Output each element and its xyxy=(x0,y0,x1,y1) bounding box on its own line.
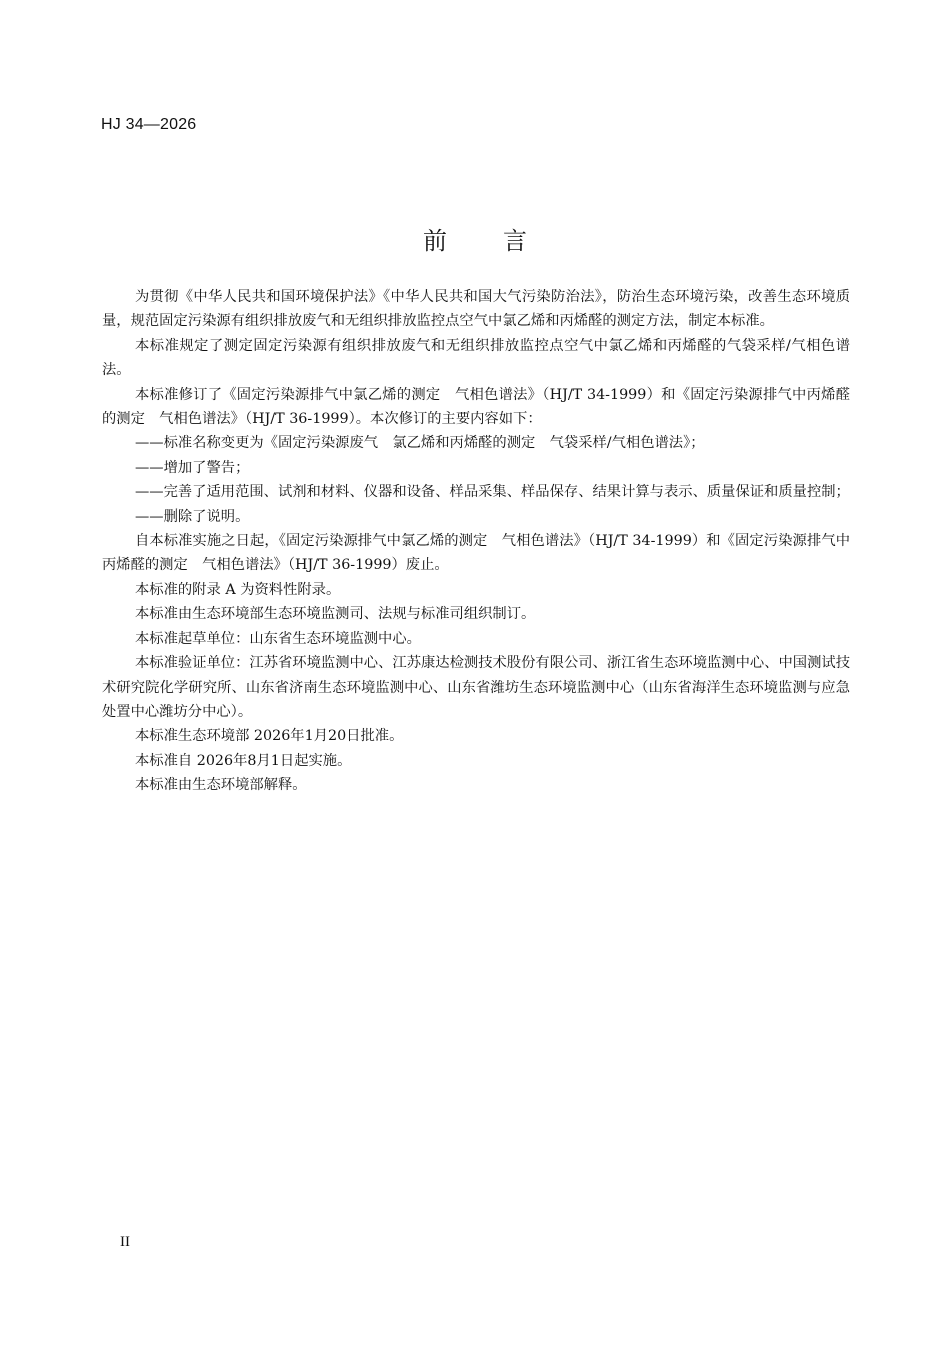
page-number: II xyxy=(120,1234,130,1250)
paragraph-revision: 本标准修订了《固定污染源排气中氯乙烯的测定 气相色谱法》（HJ/T 34-1999）和《固定污染源排气中丙烯醛的测定 气相色谱法》（HJ/T 36-1999）。本次修订的主要内容如下： xyxy=(102,386,850,428)
paragraph-interpretation: 本标准由生态环境部解释。 xyxy=(135,777,307,794)
list-item-improvements: ——完善了适用范围、试剂和材料、仪器和设备、样品采集、样品保存、结果计算与表示、质量保证和质量控制； xyxy=(135,484,850,501)
list-item-removed: ——删除了说明。 xyxy=(135,508,250,525)
paragraph-appendix: 本标准的附录 A 为资料性附录。 xyxy=(135,581,341,598)
list-item-name-change: ——标准名称变更为《固定污染源废气 氯乙烯和丙烯醛的测定 气袋采样/气相色谱法》； xyxy=(135,435,705,452)
page-title: 前言 xyxy=(423,227,583,256)
list-item-warning: ——增加了警告； xyxy=(135,459,250,476)
paragraph-approval: 本标准生态环境部 2026年1月20日批准。 xyxy=(135,728,404,745)
paragraph-organizer: 本标准由生态环境部生态环境监测司、法规与标准司组织制订。 xyxy=(135,606,536,623)
foreword-body xyxy=(102,285,850,798)
paragraph-drafter: 本标准起草单位：山东省生态环境监测中心。 xyxy=(135,630,421,647)
standard-code: HJ 34—2026 xyxy=(101,116,197,133)
paragraph-scope: 本标准规定了测定固定污染源有组织排放废气和无组织排放监控点空气中氯乙烯和丙烯醛的气袋采样/气相色谱法。 xyxy=(102,337,850,379)
paragraph-effective: 本标准自 2026年8月1日起实施。 xyxy=(135,752,352,769)
paragraph-validators: 本标准验证单位：江苏省环境监测中心、江苏康达检测技术股份有限公司、浙江省生态环境监测中心、中国测试技术研究院化学研究所、山东省济南生态环境监测中心、山东省潍坊生态环境监测中心（山东省海洋生态环境监测与应急处置中心潍坊分中心）。 xyxy=(102,655,850,720)
paragraph-abolish: 自本标准实施之日起，《固定污染源排气中氯乙烯的测定 气相色谱法》（HJ/T 34-1999）和《固定污染源排气中丙烯醛的测定 气相色谱法》（HJ/T 36-1999）废止。 xyxy=(102,533,850,574)
paragraph-purpose: 为贯彻《中华人民共和国环境保护法》《中华人民共和国大气污染防治法》，防治生态环境污染，改善生态环境质量，规范固定污染源有组织排放废气和无组织排放监控点空气中氯乙烯和丙烯醛的测定方法，制定本标准。 xyxy=(102,289,850,330)
